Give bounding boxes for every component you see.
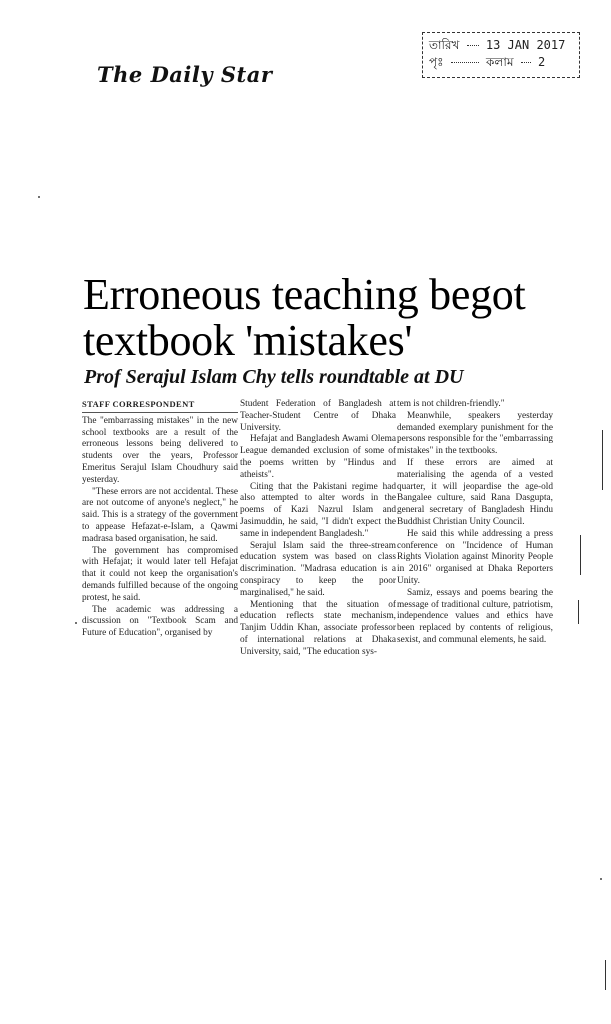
- stamp-page-row: [429, 54, 573, 71]
- article-column-2: [240, 399, 396, 659]
- stamp-dots: [467, 45, 479, 46]
- scan-speck: [38, 196, 40, 198]
- paragraph: The government has compromised with Hefajat; it would later tell Hefajat that it could not keep the organisation's demands fulfilled because of the ongoing protest, he said.: [82, 545, 238, 603]
- paragraph: Hefajat and Bangladesh Awami Olema League demanded exclusion of some of the poems written by "Hindus and atheists".: [240, 434, 396, 480]
- clipping-edge-mark: [580, 535, 581, 575]
- paragraph: Serajul Islam said the three-stream education system was based on class discrimination. "Madrasa education is a conspiracy to keep the poor marginalised," he said.: [240, 540, 396, 598]
- stamp-column-value: 2: [537, 55, 546, 69]
- stamp-date-value: 13 JAN 2017: [485, 38, 566, 52]
- article-column-1: [82, 399, 238, 640]
- paragraph: Student Federation of Bangladesh at Teacher-Student Centre of Dhaka University.: [240, 399, 396, 433]
- newspaper-masthead: The Daily Star: [97, 62, 273, 87]
- scan-edge-mark: [605, 960, 606, 990]
- date-stamp: [422, 32, 580, 78]
- paragraph: He said this while addressing a press conference on "Incidence of Human Rights Violation against Minority People in 2016" organised at Dhaka Reporters Unity.: [397, 528, 553, 586]
- paragraph: The academic was addressing a discussion on "Textbook Scam and Future of Education", organised by: [82, 604, 238, 639]
- scan-edge-mark: [602, 430, 603, 490]
- stamp-date-label: তারিখ: [429, 38, 460, 52]
- stamp-column-label: কলাম: [486, 55, 514, 69]
- stamp-dots: [521, 62, 531, 63]
- paragraph: The "embarrassing mistakes" in the new school textbooks are a result of the erroneous lessons being delivered to students over the years, Professor Emeritus Serajul Islam Choudhury said yesterday.: [82, 415, 238, 485]
- paragraph: Mentioning that the situation of education reflects state mechanism, Tanjim Uddin Khan, associate professor of international relations at Dhaka University, said, "The education sys-: [240, 599, 396, 657]
- paragraph: Meanwhile, speakers yesterday demanded exemplary punishment for the persons responsible for the "embarrassing mistakes" in the textbooks.: [397, 410, 553, 457]
- clipping-edge-mark: [578, 600, 579, 624]
- article-column-3: [397, 399, 553, 647]
- stamp-dots: [451, 62, 479, 63]
- article-subhead: Prof Serajul Islam Chy tells roundtable at DU: [84, 366, 464, 388]
- article-headline: Erroneous teaching begot textbook 'mistakes': [83, 270, 526, 365]
- stamp-date-row: [429, 37, 573, 54]
- scan-speck: [75, 622, 77, 624]
- stamp-page-label: পৃঃ: [429, 55, 444, 69]
- paragraph: "These errors are not accidental. These are not outcome of anyone's neglect," he said. This is a strategy of the government to appease Hefazat-e-Islam, a Qawmi madrasa based organisation, he said.: [82, 486, 238, 544]
- paragraph: Citing that the Pakistani regime had also attempted to alter words in the poems of Kazi Nazrul Islam and Jasimuddin, he said, "I didn't expect the same in independent Bangladesh.": [240, 481, 396, 539]
- article-byline: STAFF CORRESPONDENT: [82, 399, 238, 413]
- paragraph: tem is not children-friendly.": [397, 399, 505, 409]
- paragraph: If these errors are aimed at materialising the agenda of a vested quarter, it will jeopardise the age-old Bangalee culture, said Rana Dasgupta, general secretary of Bangladesh Hindu Buddhist Christian Unity Council.: [397, 457, 553, 527]
- scan-speck: [600, 878, 602, 880]
- paragraph: Samiz, essays and poems bearing the message of traditional culture, patriotism, independence values and ethics have been replaced by contents of religious, sexist, and communal elements, he said.: [397, 587, 553, 645]
